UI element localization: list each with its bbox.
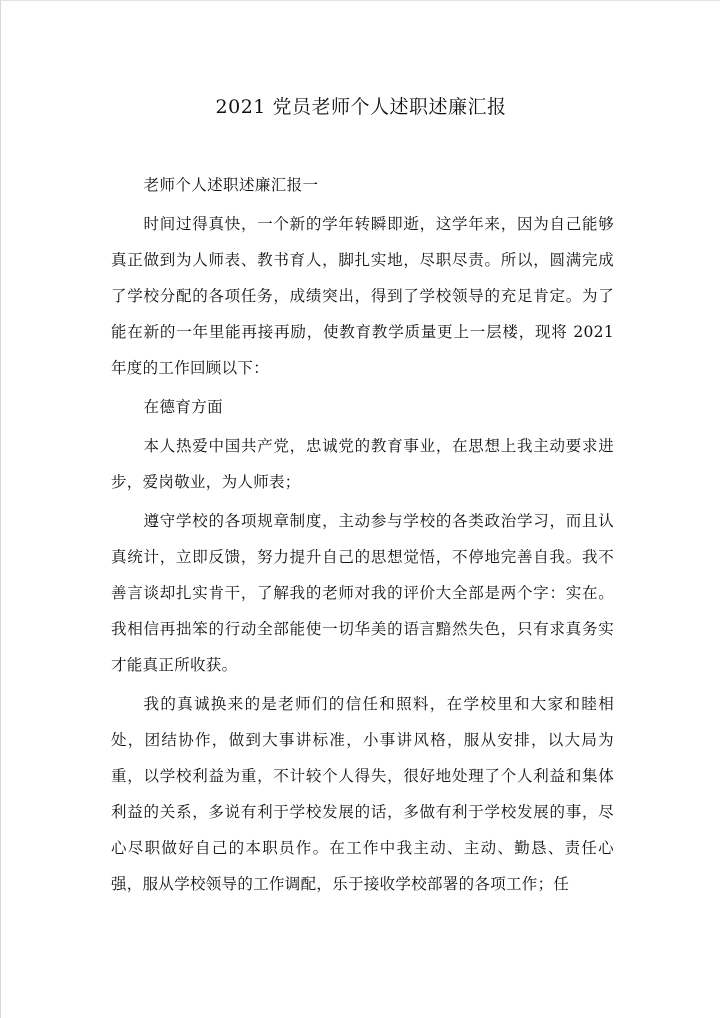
document-body bbox=[111, 167, 614, 905]
subsection-heading: 在德育方面 bbox=[143, 398, 224, 416]
document-title: 2021 党员老师个人述职述廉汇报 bbox=[215, 96, 507, 118]
paragraph: 本人热爱中国共产党，忠诚党的教育事业，在思想上我主动要求进步，爱岗敬业，为人师表； bbox=[111, 437, 614, 491]
section-heading: 老师个人述职述廉汇报一 bbox=[143, 176, 319, 194]
paragraph: 遵守学校的各项规章制度，主动参与学校的各类政治学习，而且认真统计，立即反馈，努力提升自己的思想觉悟，不停地完善自我。我不善言谈却扎实肯干，了解我的老师对我的评价大全部是两个字：实在。我相信再拙笨的行动全部能使一切华美的语言黯然失色，只有求真务实才能真正所收获。 bbox=[111, 512, 614, 674]
paragraph: 时间过得真快，一个新的学年转瞬即逝，这学年来，因为自己能够真正做到为人师表、教书育人，脚扎实地，尽职尽责。所以，圆满完成了学校分配的各项任务，成绩突出，得到了学校领导的充足肯定。为了能在新的一年里能再接再励，使教育教学质量更上一层楼，现将 2021 年度的工作回顾以下： bbox=[111, 215, 614, 377]
paragraph: 我的真诚换来的是老师们的信任和照料，在学校里和大家和睦相处，团结协作，做到大事讲标准，小事讲风格，服从安排，以大局为重，以学校利益为重，不计较个人得失，很好地处理了个人利益和集体利益的关系，多说有利于学校发展的话，多做有利于学校发展的事，尽心尽职做好自己的本职员作。在工作中我主动、主动、勤恳、责任心强，服从学校领导的工作调配，乐于接收学校部署的各项工作；任 bbox=[111, 695, 614, 893]
